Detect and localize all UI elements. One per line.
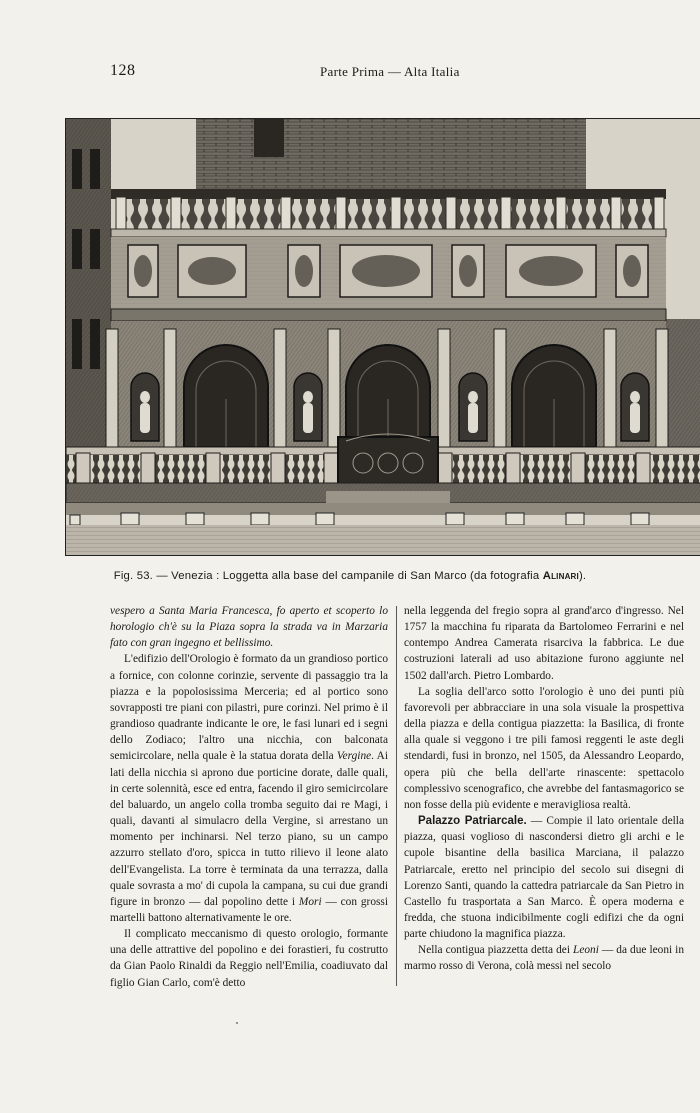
running-title: Parte Prima — Alta Italia [320,64,460,79]
quotation: vespero a Santa Maria Francesca, fo aperto et scoperto lo horologio ch'è su la Piaza sopra la strada va in Marzaria fato con gran ingegno et bellissimo. [110,605,388,650]
text-run: Nella contigua piazzetta detta dei [418,944,574,957]
paragraph [110,603,388,651]
caption-credit: Alinari [542,570,579,582]
caption-text: Fig. 53. — Venezia : Loggetta alla base del campanile di San Marco (da fotografia [113,570,543,582]
text-run: L'edifizio dell'Orologio è formato da un grandioso portico a fornice, con colonne corinzie, servente di passaggio tra la piazza e la popolosissima Merceria; ed al portico sono sovrapposti tre piani con pilastri, pure corinzi. Nel primo è il grandioso quadrante indicante le ore, le fasi lunari ed i segni dello Zodiaco; l'altro una nicchia, con balconata semicircolare, nella quale è la statua dorata della [110,653,388,763]
loggetta-engraving [65,118,700,556]
page-header [110,62,670,82]
paragraph [404,942,684,974]
section-heading: Palazzo Patriarcale. [418,815,527,828]
caption-close: ). [578,570,587,582]
paragraph: nella leggenda del fregio sopra al grand'arco d'ingresso. Nel 1757 la macchina fu riparata da Bartolomeo Ferrarini e nel contempo Andrea Camerata risarciva la fabbrica. Le due costruzioni laterali ad uso abitazione furono aggiunte nel 1502 dall'arch. Pietro Lombardo. [404,605,684,682]
print-speck [236,1022,238,1024]
paragraph [404,813,684,942]
emphasis: Leoni [573,944,599,957]
left-column [110,603,388,991]
paragraph: Il complicato meccanismo di questo orologio, formante una delle attrattive del popolino e dei forastieri, fu costrutto da Gian Paolo Rinaldi da Reggio nell'Emilia, coadiuvato dal figlio Gian Carlo, com'è detto [110,928,388,989]
text-run: . Ai lati della nicchia si aprono due porticine dorate, dalle quali, in certe solennità, esce ed entra, facendo il giro semicircolare del baluardo, un angelo colla tromba seguito dai re Magi, i quali, davanti al simulacro della Vergine, si arrestano un momento per inchinarsi. Nel terzo piano, su un campo azzurro stellato d'oro, spicca in tutto rilievo il leone alato dell'Evangelista. La torre è terminata da una terrazza, dalla quale sovrasta a mo' di cupola la campana, su cui due grandi figure in bronzo — dal popolino dette i [110,750,388,908]
text-run: — con grossi martelli battono alternativamente le ore. [110,895,388,924]
emphasis: Mori [298,895,322,908]
paragraph [110,651,388,926]
emphasis: Vergine [336,750,372,763]
text-run: — Compie il lato orientale della piazza, quasi voglioso di nascondersi dietro gli archi e le cupole bisantine della basilica Marciana, il palazzo Patriarcale, eretto nel principio del secolo sui disegni di Lorenzo Santi, quando la cattedra patriarcale da San Pietro in Castello fu trasportata a San Marco. È opera moderna e fredda, che stuona indicibilmente cogli edifizi che da ogni parte chiudono la magnifica piazza. [404,815,684,941]
right-column [404,603,684,975]
column-divider [396,606,397,986]
text-run: — da due leoni in marmo rosso di Verona, colà messi nel secolo [404,944,684,973]
page-number: 128 [110,62,136,79]
figure-caption [0,570,700,582]
paragraph: La soglia dell'arco sotto l'orologio è uno dei punti più favorevoli per abbracciare in una sola visuale la prospettiva della piazza e della contigua piazzetta: la Basilica, di fronte alla quale si veggono i tre pili famosi reggenti le aste degli stendardi, fusi in bronzo, nel 1505, da Alessandro Leopardo, opera più che bella dell'arte rinascente: spettacolo complessivo scenografico, che avrebbe del fantasmagorico se non fosse della più evidente e meravigliosa realtà. [404,685,684,811]
